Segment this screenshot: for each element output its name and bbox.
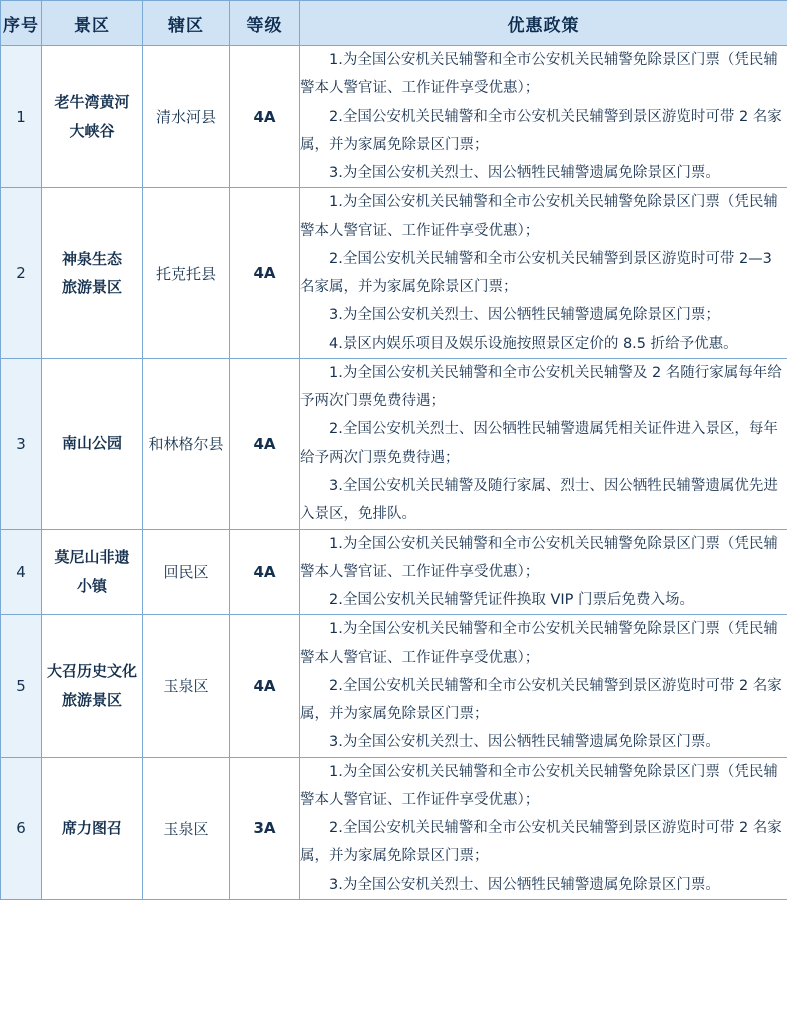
- policy-line: 3.为全国公安机关烈士、因公牺牲民辅警遗属免除景区门票；: [329, 307, 720, 324]
- policy-line: 1.为全国公安机关民辅警和全市公安机关民辅警免除景区门票（凭民辅警本人警官证、工作证件享受优惠）；: [300, 763, 778, 808]
- policy-line: 2.全国公安机关民辅警和全市公安机关民辅警到景区游览时可带 2—3 名家属，并为家属免除景区门票；: [300, 250, 772, 296]
- column-header-area: 辖区: [143, 1, 230, 46]
- table-row: [1, 358, 787, 529]
- cell-scenic-spot: [42, 615, 143, 757]
- policy-line: 1.为全国公安机关民辅警和全市公安机关民辅警免除景区门票（凭民辅警本人警官证、工作证件享受优惠）；: [300, 621, 778, 666]
- column-header-level: 等级: [230, 1, 300, 46]
- cell-level: 4A: [230, 46, 300, 188]
- cell-level: 4A: [230, 615, 300, 757]
- policy-line: 1.为全国公安机关民辅警和全市公安机关民辅警及 2 名随行家属每年给予两次门票免费待遇；: [300, 364, 782, 410]
- cell-scenic-spot: [42, 757, 143, 899]
- cell-policy: [300, 757, 787, 899]
- cell-index: 5: [1, 615, 42, 757]
- cell-policy: [300, 358, 787, 529]
- table-header-row: [1, 1, 787, 46]
- scenic-spot-line: 神泉生态: [61, 249, 122, 268]
- cell-level: 4A: [230, 358, 300, 529]
- cell-district: 托克托县: [143, 188, 230, 359]
- scenic-spot-line: 大峡谷: [69, 121, 115, 140]
- cell-policy: [300, 188, 787, 359]
- scenic-spot-line: 莫尼山非遗: [54, 548, 130, 567]
- cell-scenic-spot: [42, 188, 143, 359]
- scenic-spot-line: 席力图召: [61, 819, 122, 838]
- scenic-spot-line: 老牛湾黄河: [54, 93, 130, 112]
- policy-line: 4.景区内娱乐项目及娱乐设施按照景区定价的 8.5 折给予优惠。: [329, 335, 738, 352]
- policy-line: 3.全国公安机关民辅警及随行家属、烈士、因公牺牲民辅警遗属优先进入景区，免排队。: [300, 477, 778, 523]
- cell-district: 玉泉区: [143, 757, 230, 899]
- policy-line: 3.为全国公安机关烈士、因公牺牲民辅警遗属免除景区门票。: [329, 165, 720, 182]
- policy-line: 2.全国公安机关烈士、因公牺牲民辅警遗属凭相关证件进入景区，每年给予两次门票免费待遇；: [300, 421, 778, 466]
- table-body: [1, 46, 787, 900]
- cell-scenic-spot: [42, 529, 143, 615]
- scenic-spot-line: 旅游景区: [61, 690, 122, 709]
- column-header-index: 序号: [1, 1, 42, 46]
- scenic-spot-line: 大召历史文化: [46, 662, 137, 681]
- policy-line: 1.为全国公安机关民辅警和全市公安机关民辅警免除景区门票（凭民辅警本人警官证、工作证件享受优惠）；: [300, 52, 778, 97]
- table-row: [1, 615, 787, 757]
- column-header-spot: 景区: [42, 1, 143, 46]
- table-row: [1, 529, 787, 615]
- scenic-spot-line: 旅游景区: [61, 278, 122, 297]
- cell-level: 3A: [230, 757, 300, 899]
- scenic-spot-line: 小镇: [76, 576, 107, 595]
- policy-line: 2.全国公安机关民辅警和全市公安机关民辅警到景区游览时可带 2 名家属，并为家属免除景区门票；: [300, 108, 782, 153]
- table-row: [1, 46, 787, 188]
- cell-scenic-spot: [42, 358, 143, 529]
- cell-policy: [300, 529, 787, 615]
- policy-line: 2.全国公安机关民辅警和全市公安机关民辅警到景区游览时可带 2 名家属，并为家属免除景区门票；: [300, 677, 782, 723]
- cell-district: 回民区: [143, 529, 230, 615]
- column-header-policy: 优惠政策: [300, 1, 787, 46]
- policy-line: 3.为全国公安机关烈士、因公牺牲民辅警遗属免除景区门票。: [329, 876, 720, 893]
- cell-district: 和林格尔县: [143, 358, 230, 529]
- policy-line: 3.为全国公安机关烈士、因公牺牲民辅警遗属免除景区门票。: [329, 734, 720, 751]
- cell-index: 3: [1, 358, 42, 529]
- policy-line: 1.为全国公安机关民辅警和全市公安机关民辅警免除景区门票（凭民辅警本人警官证、工作证件享受优惠）；: [300, 535, 778, 580]
- cell-scenic-spot: [42, 46, 143, 188]
- table-header: [1, 1, 787, 46]
- cell-index: 6: [1, 757, 42, 899]
- table-row: [1, 188, 787, 359]
- cell-policy: [300, 615, 787, 757]
- cell-index: 2: [1, 188, 42, 359]
- cell-district: 玉泉区: [143, 615, 230, 757]
- policy-line: 2.全国公安机关民辅警和全市公安机关民辅警到景区游览时可带 2 名家属，并为家属免除景区门票；: [300, 820, 782, 865]
- cell-index: 4: [1, 529, 42, 615]
- cell-level: 4A: [230, 188, 300, 359]
- cell-district: 清水河县: [143, 46, 230, 188]
- table-row: [1, 757, 787, 899]
- cell-policy: [300, 46, 787, 188]
- cell-level: 4A: [230, 529, 300, 615]
- policy-line: 1.为全国公安机关民辅警和全市公安机关民辅警免除景区门票（凭民辅警本人警官证、工作证件享受优惠）；: [300, 194, 778, 239]
- scenic-spot-line: 南山公园: [61, 434, 122, 453]
- policy-line: 2.全国公安机关民辅警凭证件换取 VIP 门票后免费入场。: [329, 592, 694, 609]
- cell-index: 1: [1, 46, 42, 188]
